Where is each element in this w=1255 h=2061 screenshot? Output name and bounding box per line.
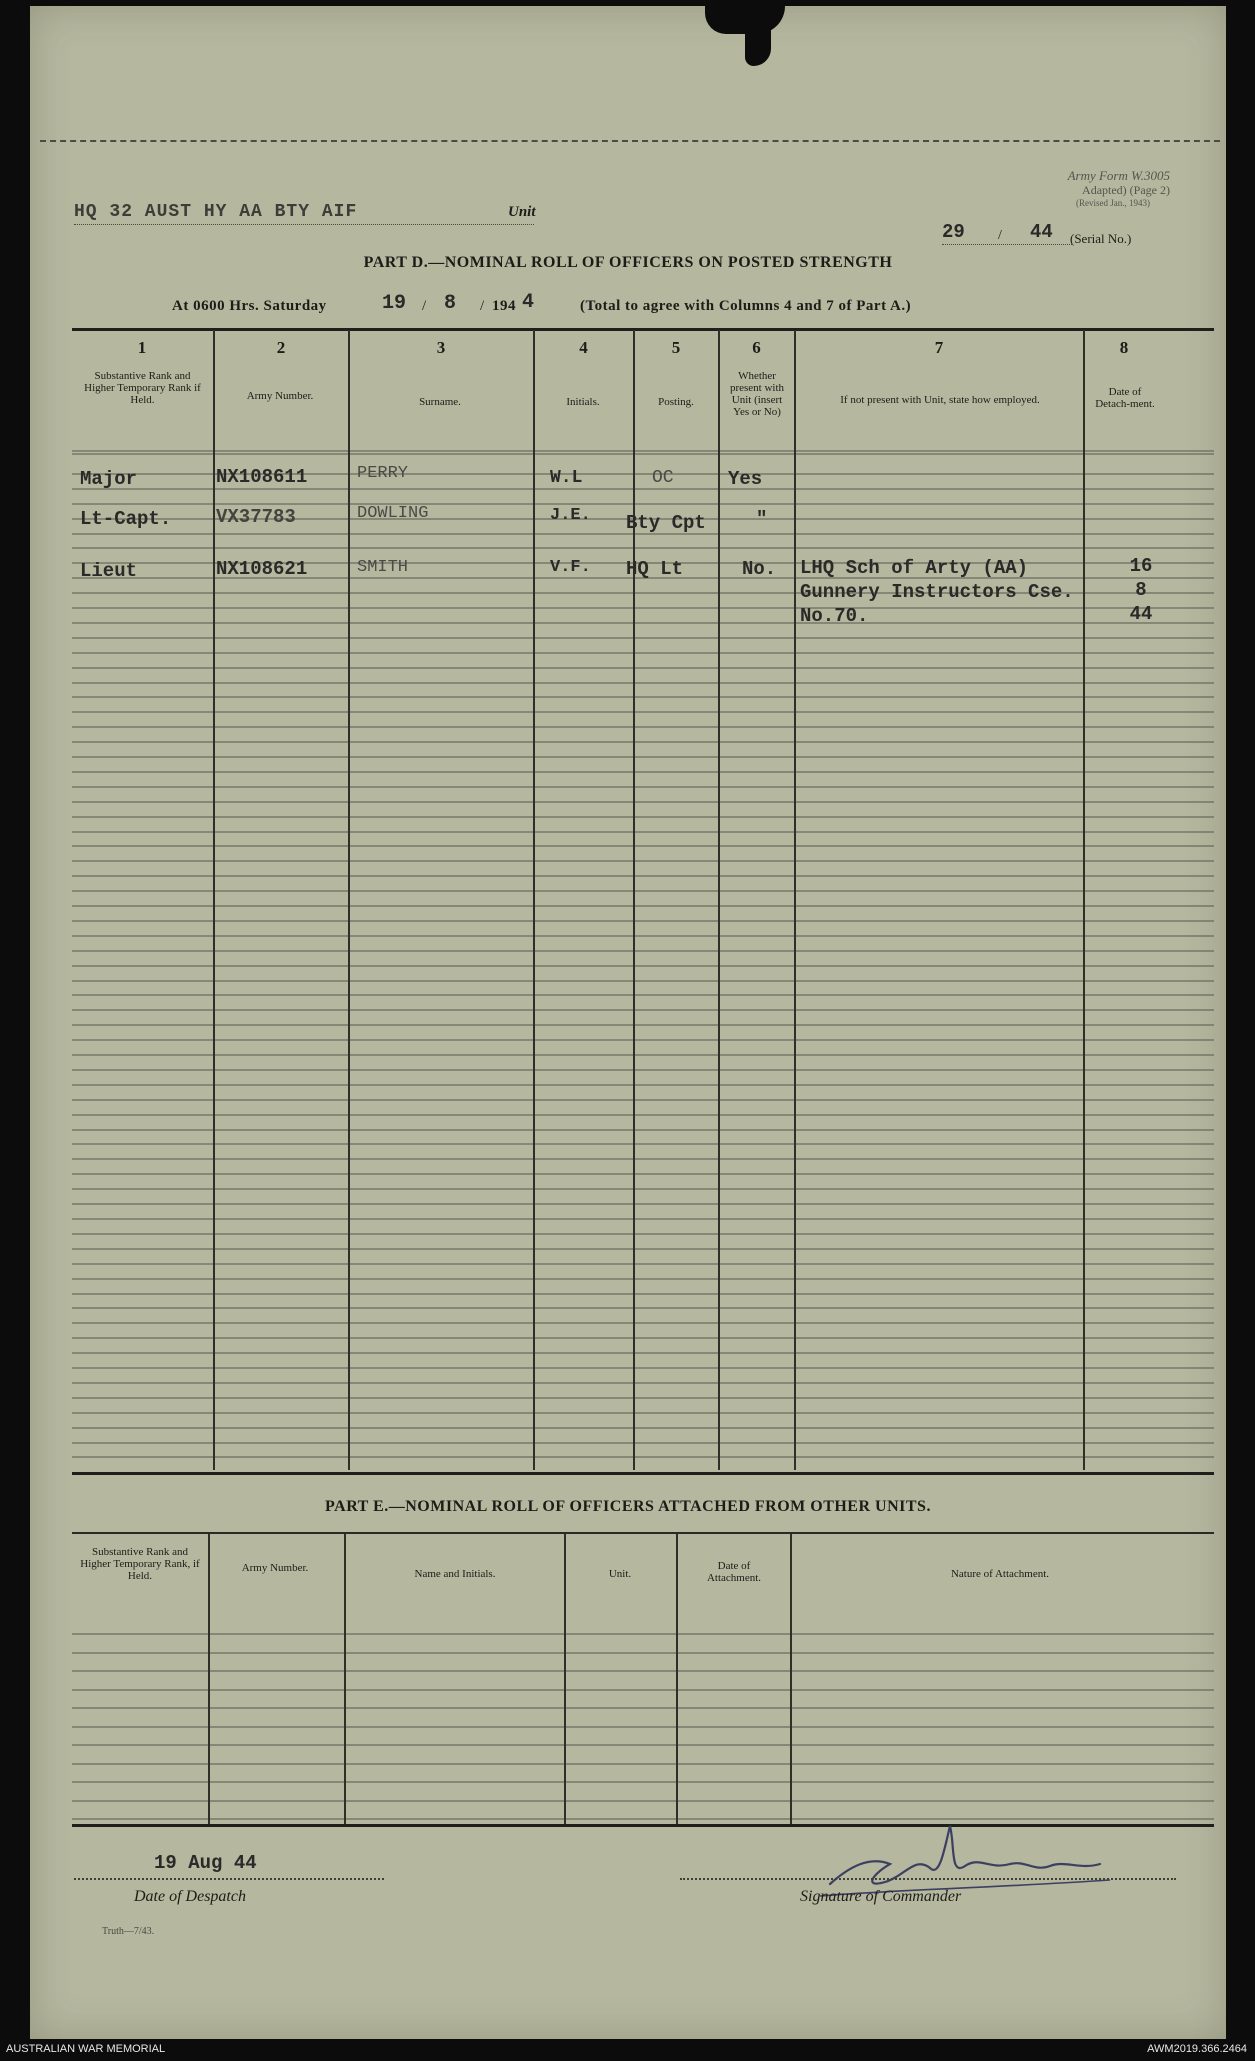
e-col-header-rank: Substantive Rank and Higher Temporary Rank, if Held. [80,1546,200,1582]
part-d-title: PART D.—NOMINAL ROLL OF OFFICERS ON POSTED STRENGTH [363,254,893,271]
signature-label: Signature of Commander [800,1888,962,1905]
total-note: (Total to agree with Columns 4 and 7 of Part A.) [580,298,912,314]
col-sep [676,1534,678,1824]
col-header-army-number: Army Number. [246,390,314,402]
col-sep [533,330,535,1470]
army-form-ref: Army Form W.3005 [1067,168,1170,183]
signature-dots [680,1878,1176,1880]
credit-right: AWM2019.366.2464 [1147,2043,1247,2055]
col-header-present: Whether present with Unit (insert Yes or No) [729,370,785,418]
unit-label: Unit [508,204,536,220]
row2-surname: DOWLING [357,504,429,523]
row2-rank: Lt-Capt. [80,508,172,530]
col-sep [213,330,215,1470]
col-number: 1 [137,338,147,357]
row3-initials: V.F. [550,558,591,577]
e-col-header-army-number: Army Number. [241,1562,309,1574]
unit-value: HQ 32 AUST HY AA BTY AIF [74,202,358,222]
col-number: 7 [934,338,944,357]
despatch-date: 19 Aug 44 [154,1852,257,1874]
serial-number-b: 44 [1030,221,1053,243]
col-number: 8 [1119,338,1129,357]
at-time-label: At 0600 Hrs. Saturday [172,298,327,314]
form-sheet: Army Form W.3005 Adapted) (Page 2) (Revised Jan., 1943) HQ 32 AUST HY AA BTY AIF Unit 29 / 44 (Serial No.) PART D.—NOMINAL ROLL OF OFFICERS ON POSTED STRENGTH At 0600 Hrs. Saturday 19 / 8 / 194 4 (Total to agree with Columns 4 and 7 of Part A.) 1 2 3 4 5 6 7 8 Substantive Rank and Higher Temporary Rank if Held. Army Number. Surname. Initials. Posting. Whether present with Unit (insert Yes or No) If not present with Unit, state how employed. Date of Detach-ment. Major NX108611 PERRY W.L OC Yes Lt-Capt. VX37783 DOWLING J.E. Bty Cpt " Lieut NX108621 SMITH V.F. HQ Lt No. LHQ Sch of Arty (AA) Gunnery Instructors Cse. No.70. 16 8 44 PART E.—NOMINAL ROLL OF OFFICERS ATTACHED FROM OTHER UNITS. Substantive Rank and Higher Temporary Rank, if Held. Army Number. Name and Initials. Unit. Date of Attachment. Nature of Attachment. 19 Aug 44 Date of Despatch Signature of Commander Truth—7/43. [30,6,1226,2039]
col-number: 5 [671,338,681,357]
row1-surname: PERRY [357,464,409,483]
part-e-top-rule [72,1532,1214,1534]
col-sep [718,330,720,1470]
col-header-posting: Posting. [658,396,694,408]
col-number: 3 [436,338,446,357]
row2-posting: Bty Cpt [626,512,706,534]
date-year-prefix: 194 [492,298,516,314]
e-col-header-date: Date of Attachment. [706,1560,762,1584]
row1-rank: Major [80,468,138,490]
row3-posting: HQ Lt [626,558,684,580]
e-col-header-name: Name and Initials. [414,1568,496,1580]
e-col-header-unit: Unit. [608,1568,632,1580]
row1-present: Yes [728,468,763,490]
col-header-surname: Surname. [419,396,461,408]
row2-number: VX37783 [216,506,296,528]
col-header-rank: Substantive Rank and Higher Temporary Rank if Held. [84,370,201,406]
col-header-detachment: Date of Detach-ment. [1095,386,1155,410]
col-sep [790,1534,792,1824]
row3-rank: Lieut [80,560,138,582]
row3-detachment-date: 16 8 44 [1129,555,1153,625]
e-col-header-nature: Nature of Attachment. [950,1568,1050,1580]
serial-label: (Serial No.) [1070,231,1132,246]
row2-present: " [756,508,768,530]
col-sep [348,330,350,1470]
col-sep [564,1534,566,1824]
col-number: 4 [579,338,588,357]
row3-number: NX108621 [216,558,308,580]
col-number: 2 [276,338,286,357]
credit-left: AUSTRALIAN WAR MEMORIAL [6,2043,166,2055]
archive-credit-bar [0,2039,1255,2061]
date-day: 19 [382,292,407,315]
col-sep [794,330,796,1470]
col-sep [344,1534,346,1824]
row2-initials: J.E. [550,506,591,525]
revised-note: (Revised Jan., 1943) [1076,198,1150,208]
col-sep [633,330,635,1470]
part-e-title: PART E.—NOMINAL ROLL OF OFFICERS ATTACHED FROM OTHER UNITS. [325,1498,931,1515]
despatch-dots [74,1878,384,1880]
row3-employed: LHQ Sch of Arty (AA) Gunnery Instructors Cse. No.70. [800,557,1074,627]
col-header-initials: Initials. [566,396,600,408]
date-year-suffix: 4 [522,291,535,314]
despatch-label: Date of Despatch [134,1888,246,1905]
serial-number-a: 29 [942,221,965,243]
row3-present: No. [742,558,777,580]
serial-sep: / [998,228,1002,243]
col-sep [208,1534,210,1824]
row1-number: NX108611 [216,466,308,488]
printer-mark: Truth—7/43. [102,1926,155,1937]
col-header-employed: If not present with Unit, state how employed. [840,394,1040,406]
col-number: 6 [752,338,761,357]
row1-initials: W.L [550,468,583,488]
col-sep [1083,330,1085,1470]
row1-posting: OC [652,468,674,488]
part-d-bottom-rule [72,1472,1214,1475]
adapted-note: Adapted) (Page 2) [1082,183,1170,197]
row3-surname: SMITH [357,558,409,577]
date-month: 8 [444,292,457,315]
